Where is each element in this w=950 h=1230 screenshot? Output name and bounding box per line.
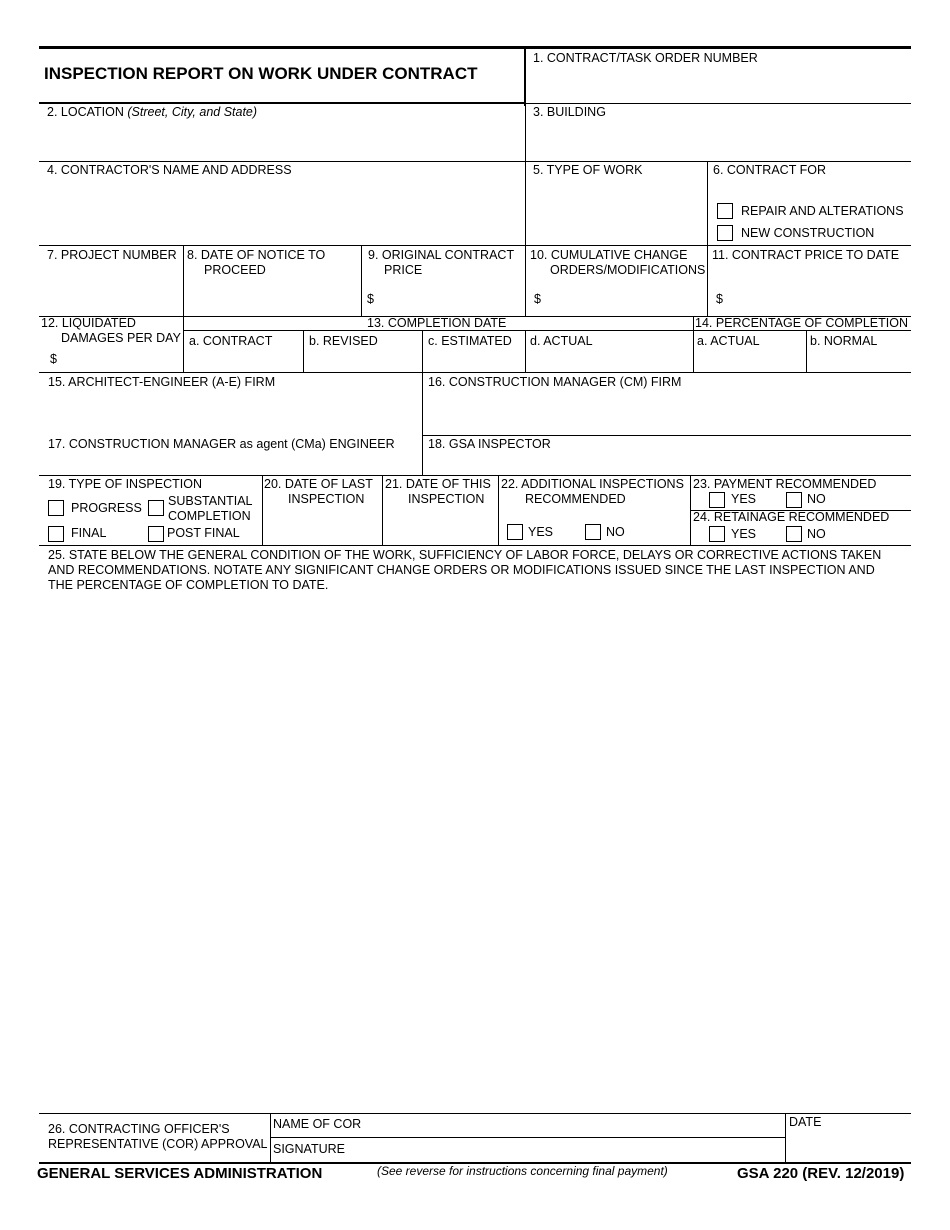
contract-number-label: 1. CONTRACT/TASK ORDER NUMBER (533, 51, 758, 65)
liquidated-currency: $ (50, 352, 57, 366)
original-price-currency: $ (367, 292, 374, 306)
percentage-actual-field[interactable] (695, 350, 804, 371)
cumulative-field[interactable] (544, 288, 704, 314)
repair-checkbox[interactable] (717, 203, 733, 219)
completion-date-label: 13. COMPLETION DATE (367, 316, 507, 330)
type-of-work-label: 5. TYPE OF WORK (533, 163, 643, 177)
payment-yes-checkbox[interactable] (709, 492, 725, 508)
gsa-inspector-field[interactable] (424, 454, 909, 474)
retainage-yes-checkbox[interactable] (709, 526, 725, 542)
cm-firm-field[interactable] (424, 392, 909, 434)
footer-note: (See reverse for instructions concerning final payment) (377, 1164, 668, 1178)
payment-no-checkbox[interactable] (786, 492, 802, 508)
retainage-label: 24. RETAINAGE RECOMMENDED (693, 510, 890, 524)
cor-approval-label: 26. CONTRACTING OFFICER'S (48, 1122, 230, 1136)
payment-yes-label: YES (731, 492, 757, 506)
location-label-text: 2. LOCATION (47, 105, 124, 119)
signature-field[interactable] (350, 1139, 782, 1160)
completion-estimated-field[interactable] (424, 350, 523, 371)
percentage-actual-label: a. ACTUAL (697, 334, 760, 348)
substantial-option-label: SUBSTANTIAL (168, 494, 253, 508)
location-hint: (Street, City, and State) (127, 105, 258, 119)
this-inspection-label-line2: INSPECTION (408, 492, 485, 506)
original-price-label: 9. ORIGINAL CONTRACT (368, 248, 515, 262)
contract-number-field[interactable] (527, 68, 909, 101)
liquidated-label: 12. LIQUIDATED (41, 316, 136, 330)
last-inspection-field[interactable] (264, 510, 380, 543)
notice-date-label-line2: PROCEED (204, 263, 266, 277)
progress-option-label: PROGRESS (71, 501, 142, 515)
title-divider (524, 46, 526, 106)
cm-firm-label: 16. CONSTRUCTION MANAGER (CM) FIRM (428, 375, 682, 389)
price-to-date-field[interactable] (726, 288, 908, 314)
this-inspection-field[interactable] (384, 510, 496, 543)
liquidated-field[interactable] (60, 348, 180, 370)
cumulative-label-line2: ORDERS/MODIFICATIONS (550, 263, 706, 277)
progress-checkbox[interactable] (48, 500, 64, 516)
inspection-type-label: 19. TYPE OF INSPECTION (48, 477, 202, 491)
price-to-date-label: 11. CONTRACT PRICE TO DATE (712, 248, 900, 262)
cma-engineer-field[interactable] (41, 454, 420, 474)
additional-no-checkbox[interactable] (585, 524, 601, 540)
contractor-field[interactable] (41, 180, 523, 243)
last-inspection-label: 20. DATE OF LAST (264, 477, 373, 491)
post-final-option-label: POST FINAL (167, 526, 240, 540)
gsa-inspector-label: 18. GSA INSPECTOR (428, 437, 551, 451)
percentage-normal-label: b. NORMAL (810, 334, 878, 348)
additional-inspections-label-line2: RECOMMENDED (525, 492, 626, 506)
percentage-normal-field[interactable] (808, 350, 909, 371)
top-border (39, 46, 911, 49)
final-checkbox[interactable] (48, 526, 64, 542)
retainage-no-checkbox[interactable] (786, 526, 802, 542)
cor-name-label: NAME OF COR (273, 1117, 362, 1131)
retainage-yes-label: YES (731, 527, 757, 541)
project-number-field[interactable] (41, 266, 181, 314)
additional-yes-checkbox[interactable] (507, 524, 523, 540)
original-price-field[interactable] (376, 288, 522, 314)
date-label: DATE (789, 1115, 822, 1129)
contractor-label: 4. CONTRACTOR'S NAME AND ADDRESS (47, 163, 292, 177)
payment-no-label: NO (807, 492, 826, 506)
post-final-checkbox[interactable] (148, 526, 164, 542)
repair-option-label: REPAIR AND ALTERATIONS (741, 204, 904, 218)
retainage-no-label: NO (807, 527, 826, 541)
location-field[interactable] (41, 122, 523, 160)
original-price-label-line2: PRICE (384, 263, 423, 277)
cor-approval-label-line2: REPRESENTATIVE (COR) APPROVAL (48, 1137, 268, 1151)
notice-date-field[interactable] (185, 280, 359, 314)
additional-no-label: NO (606, 525, 625, 539)
title-underline (39, 102, 525, 104)
date-field[interactable] (787, 1132, 909, 1160)
new-construction-checkbox[interactable] (717, 225, 733, 241)
type-of-work-field[interactable] (527, 180, 705, 243)
cma-engineer-label: 17. CONSTRUCTION MANAGER as agent (CMa) ENGINEER (48, 437, 395, 451)
signature-label: SIGNATURE (273, 1142, 345, 1156)
cumulative-currency: $ (534, 292, 541, 306)
project-number-label: 7. PROJECT NUMBER (47, 248, 177, 262)
new-construction-option-label: NEW CONSTRUCTION (741, 226, 875, 240)
statement-instructions: 25. STATE BELOW THE GENERAL CONDITION OF THE WORK, SUFFICIENCY OF LABOR FORCE, DELAYS OR CORRECTIVE ACTIONS TAKEN AND RECOMMENDATIONS. NOTATE ANY SIGNIFICANT CHANGE ORDERS OR MODIFICATIONS ISSUED SINCE THE LAST INSPECTION AND THE PERCENTAGE OF COMPLETION TO DATE. (48, 548, 882, 592)
notice-date-label: 8. DATE OF NOTICE TO (187, 248, 326, 262)
completion-contract-label: a. CONTRACT (189, 334, 273, 348)
statement-field[interactable] (41, 598, 909, 1110)
price-to-date-currency: $ (716, 292, 723, 306)
completion-contract-field[interactable] (185, 350, 301, 371)
form-number: GSA 220 (REV. 12/2019) (737, 1165, 905, 1182)
last-inspection-label-line2: INSPECTION (288, 492, 365, 506)
completion-estimated-label: c. ESTIMATED (428, 334, 512, 348)
additional-yes-label: YES (528, 525, 554, 539)
building-label: 3. BUILDING (533, 105, 606, 119)
agency-name: GENERAL SERVICES ADMINISTRATION (37, 1165, 323, 1182)
contract-for-label: 6. CONTRACT FOR (713, 163, 826, 177)
payment-label: 23. PAYMENT RECOMMENDED (693, 477, 877, 491)
cor-name-field[interactable] (370, 1115, 782, 1135)
ae-firm-label: 15. ARCHITECT-ENGINEER (A-E) FIRM (48, 375, 276, 389)
additional-inspections-label: 22. ADDITIONAL INSPECTIONS (501, 477, 684, 491)
substantial-checkbox[interactable] (148, 500, 164, 516)
completion-actual-label: d. ACTUAL (530, 334, 593, 348)
percentage-label: 14. PERCENTAGE OF COMPLETION (695, 316, 909, 330)
liquidated-label-line2: DAMAGES PER DAY (61, 331, 181, 345)
building-field[interactable] (527, 122, 909, 160)
this-inspection-label: 21. DATE OF THIS (385, 477, 491, 491)
completion-revised-label: b. REVISED (309, 334, 378, 348)
location-label (47, 105, 257, 120)
form-title: INSPECTION REPORT ON WORK UNDER CONTRACT (44, 64, 478, 83)
completion-revised-field[interactable] (305, 350, 420, 371)
completion-actual-field[interactable] (527, 350, 691, 371)
substantial-option-label-line2: COMPLETION (168, 509, 251, 523)
final-option-label: FINAL (71, 526, 107, 540)
ae-firm-field[interactable] (41, 392, 420, 434)
cumulative-label: 10. CUMULATIVE CHANGE (530, 248, 688, 262)
